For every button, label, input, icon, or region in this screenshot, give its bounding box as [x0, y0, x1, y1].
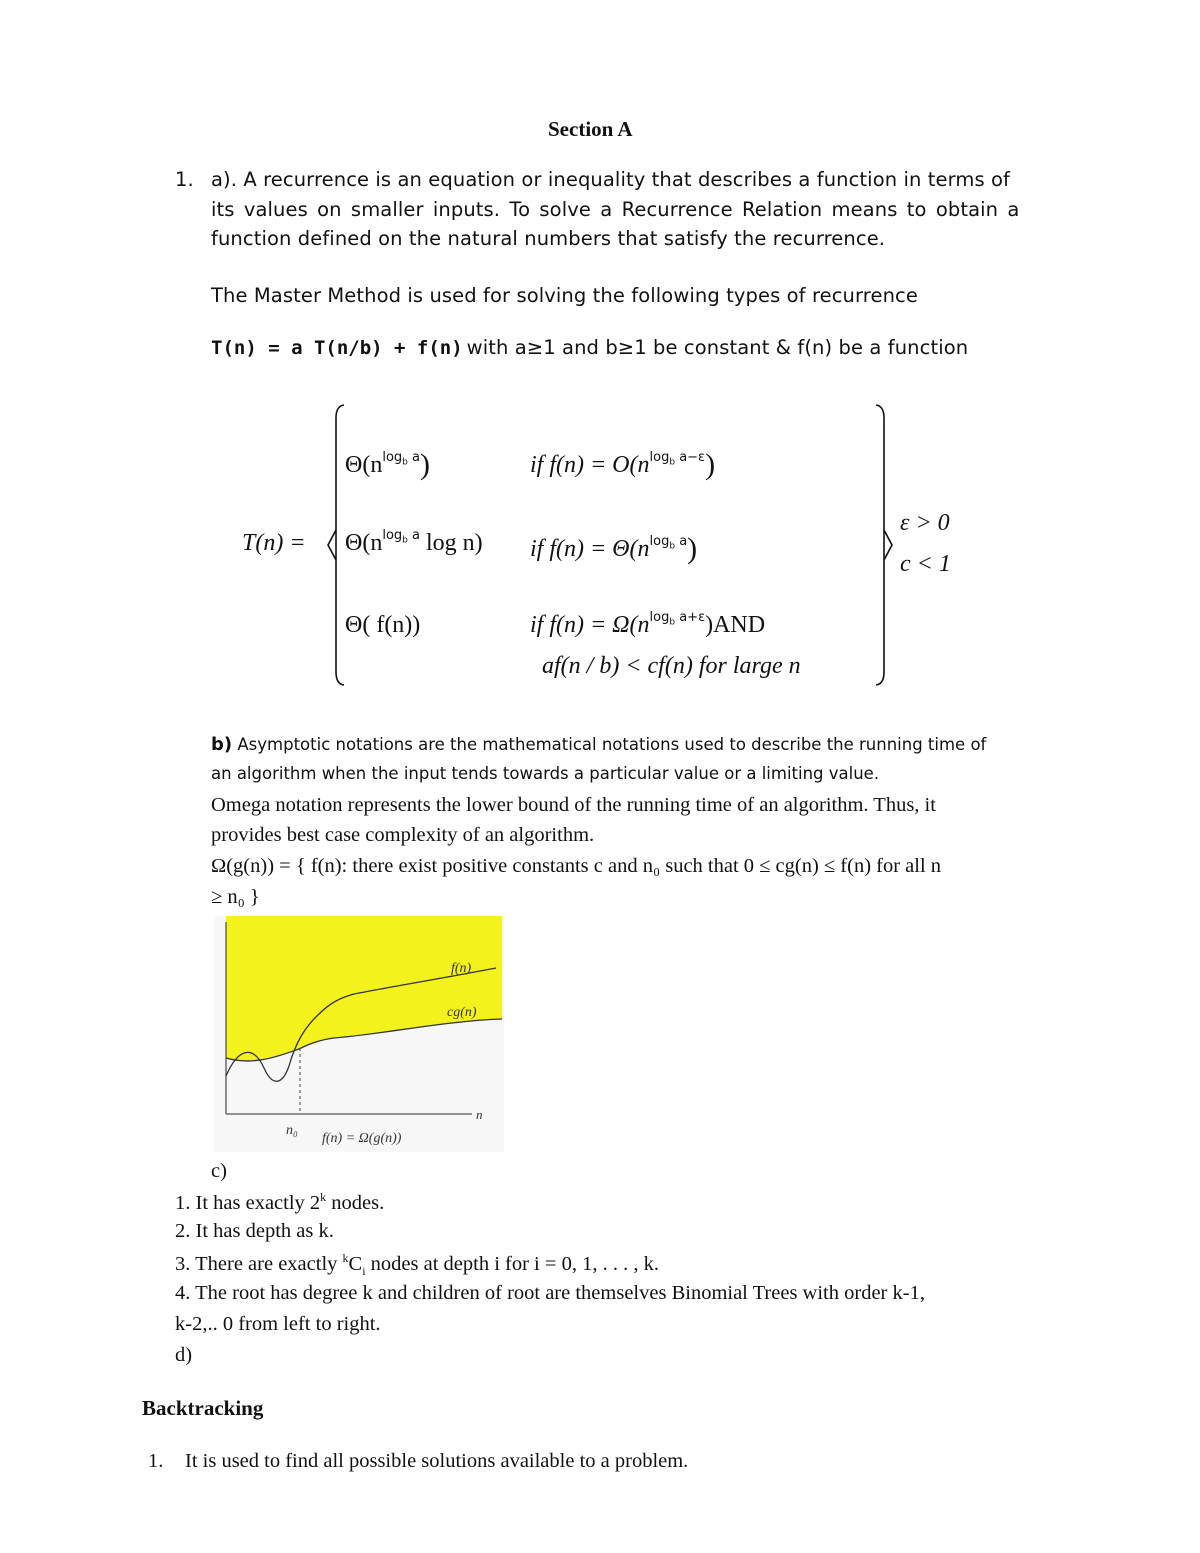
answer-b-label: b): [211, 734, 233, 755]
answer-a-label: a).: [211, 168, 238, 191]
c-item-3: 3. There are exactly $^kC_i$ nodes at depth i for i = 0, 1, . . . , k.: [175, 1251, 659, 1278]
graph-caption: f(n) = Ω(g(n)): [322, 1131, 402, 1146]
answer-b-line1: [211, 734, 986, 755]
answer-b-line2: an algorithm when the input tends towards a particular value or a limiting value.: [211, 764, 880, 783]
backtracking-item-1: It is used to find all possible solutions available to a problem.: [185, 1450, 689, 1472]
master-equation-formula: T(n) = a T(n/b) + f(n): [211, 337, 463, 359]
section-title: Section A: [548, 117, 633, 141]
n0-label: n₀: [286, 1123, 298, 1138]
case3-result: Θ( f(n)): [345, 612, 421, 638]
c-item-4-continued: k-2,.. 0 from left to right.: [175, 1313, 381, 1335]
c-item-2: 2. It has depth as k.: [175, 1220, 334, 1242]
answer-a-line3: function defined on the natural numbers that satisfy the recurrence.: [211, 227, 886, 250]
side-condition-epsilon: ε > 0: [900, 510, 950, 536]
case3-condition-line2: af(n / b) < cf(n) for large n: [542, 653, 801, 679]
case1-condition: if $f(n) = O(n^{log_b a-\varepsilon})$: [530, 448, 716, 481]
case3-condition: if $f(n) = \Omega(n^{log_b a+\varepsilon})AND$: [530, 610, 766, 638]
master-method-intro: The Master Method is used for solving the following types of recurrence: [211, 284, 918, 307]
answer-a-text: A recurrence is an equation or inequality that describes a function in terms of: [243, 168, 1011, 191]
case2-result: $\Theta(n^{log_b a}$ log n): [345, 528, 483, 556]
c-item-4: 4. The root has degree k and children of root are themselves Binomial Trees with order k-1,: [175, 1282, 925, 1304]
backtracking-heading: Backtracking: [142, 1396, 264, 1420]
omega-line1: Omega notation represents the lower bound of the running time of an algorithm. Thus, it: [211, 794, 936, 816]
answer-b-text: Asymptotic notations are the mathematical notations used to describe the running time of: [237, 735, 987, 754]
master-equation-tail: with a≥1 and b≥1 be constant & f(n) be a function: [466, 336, 969, 359]
case1-result: $\Theta(n^{log_b a})$: [345, 448, 430, 481]
f-label: f(n): [451, 961, 472, 976]
cg-label: cg(n): [447, 1005, 477, 1020]
answer-c-label: c): [211, 1160, 227, 1182]
omega-graph: [214, 916, 504, 1152]
omega-line2: provides best case complexity of an algorithm.: [211, 824, 595, 846]
answer-a-line2: its values on smaller inputs. To solve a Recurrence Relation means to obtain a: [211, 198, 1020, 221]
case2-condition: if $f(n) = \Theta(n^{log_b a})$: [530, 532, 698, 565]
answer-d-label: d): [175, 1344, 193, 1366]
formula-lhs: T(n) =: [242, 530, 306, 556]
backtracking-item-number: 1.: [148, 1450, 164, 1472]
c-item-1: 1. It has exactly 2$^k$ nodes.: [175, 1190, 385, 1214]
omega-definition-line2: ≥ n₀ }: [211, 886, 260, 908]
x-axis-label: n: [476, 1107, 483, 1122]
question-number: 1.: [175, 168, 194, 191]
omega-definition-line1: Ω(g(n)) = { f(n): there exist positive constants c and n₀ such that 0 ≤ cg(n) ≤ f(n) for all n: [211, 855, 942, 877]
side-condition-c: c < 1: [900, 551, 951, 577]
formula-braces: [0, 0, 1200, 700]
